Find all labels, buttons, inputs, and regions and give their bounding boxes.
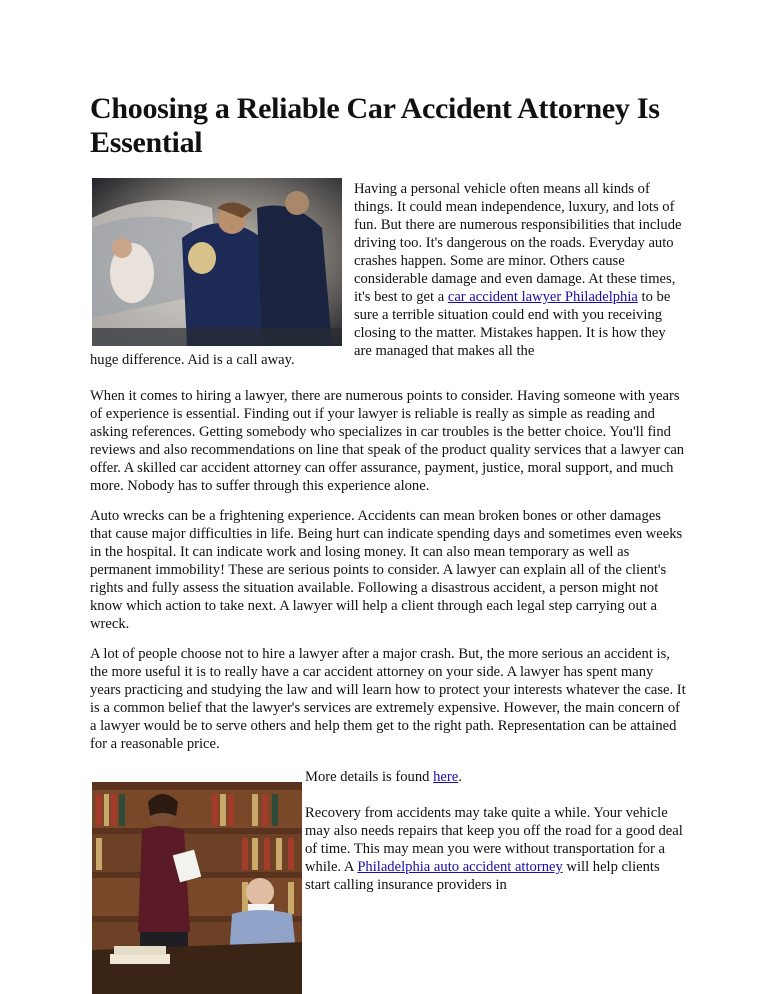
intro-text: Having a personal vehicle often means all kinds of things. It could mean independence, luxury, and lots of fun. But there are numerous responsibilities that include driving too. It's dangerous on the roads. Everyday auto crashes happen. Some are minor. Others cause considerable damage and even damage. At these times, it's best to get a [354,181,682,305]
accident-scene-graphic [92,178,342,346]
more-details-period: . [458,769,462,785]
page-title: Choosing a Reliable Car Accident Attorney Is Essential [90,92,660,159]
here-link[interactable]: here [433,769,459,785]
philadelphia-auto-accident-attorney-link[interactable]: Philadelphia auto accident attorney [357,859,563,875]
intro-paragraph-tail: huge difference. Aid is a call away. [90,352,295,368]
recovery-text: Recovery from accidents may take quite a while. Your vehicle may also needs repairs that keep you off the road for a good deal of time. This may mean you were without transportation for a while. A [305,805,683,875]
hiring-lawyer-paragraph [90,387,686,495]
intro-paragraph [354,180,684,360]
intro-text-continued: to be sure a terrible situation could end with you receiving closing to the matter. Mistakes happen. It is how they are managed that makes all the [354,289,671,359]
hire-lawyer-paragraph [90,645,686,753]
recovery-text-continued: will help clients start calling insurance providers in [305,859,660,893]
paragraph-text: When it comes to hiring a lawyer, there are numerous points to consider. Having someone with years of experience is essential. Finding out if your lawyer is reliable is really as simple as reading and asking references. Getting somebody who specializes in car troubles is the better choice. You'll find reviews and also recommendations on line that speak of the product quality services that a lawyer can offer. A skilled car accident attorney can offer assurance, payment, justice, moral support, and much more. Nobody has to suffer through this experience alone. [90,388,685,494]
more-details-text: More details is found [305,769,430,785]
auto-wrecks-paragraph [90,507,686,633]
law-office-photo [92,782,302,994]
accident-scene-photo [92,178,342,346]
more-details-line [305,768,685,786]
car-accident-lawyer-link[interactable]: car accident lawyer Philadelphia [447,289,638,305]
recovery-paragraph [305,804,685,894]
law-office-graphic [92,782,302,994]
paragraph-text: A lot of people choose not to hire a lawyer after a major crash. But, the more serious an accident is, the more useful it is to really have a car accident attorney on your side. A lawyer has spent many years practicing and studying the law and will learn how to protect your interests whatever the case. It is a common belief that the lawyer's services are extremely expensive. However, the main concern of a lawyer would be to serve others and help them get to the right path. Representation can be attained for a reasonable price. [90,646,686,752]
paragraph-text: Auto wrecks can be a frightening experience. Accidents can mean broken bones or other damages that cause major difficulties in life. Being hurt can indicate spending days and sometimes even weeks in the hospital. It can indicate work and losing money. It can also mean temporary as well as permanent immobility! These are serious points to consider. A lawyer can explain all of the client's rights and fully assess the situation available. Following a disastrous accident, a person might not know which action to take next. A lawyer will help a client through each legal step carrying out a wreck. [90,508,683,632]
